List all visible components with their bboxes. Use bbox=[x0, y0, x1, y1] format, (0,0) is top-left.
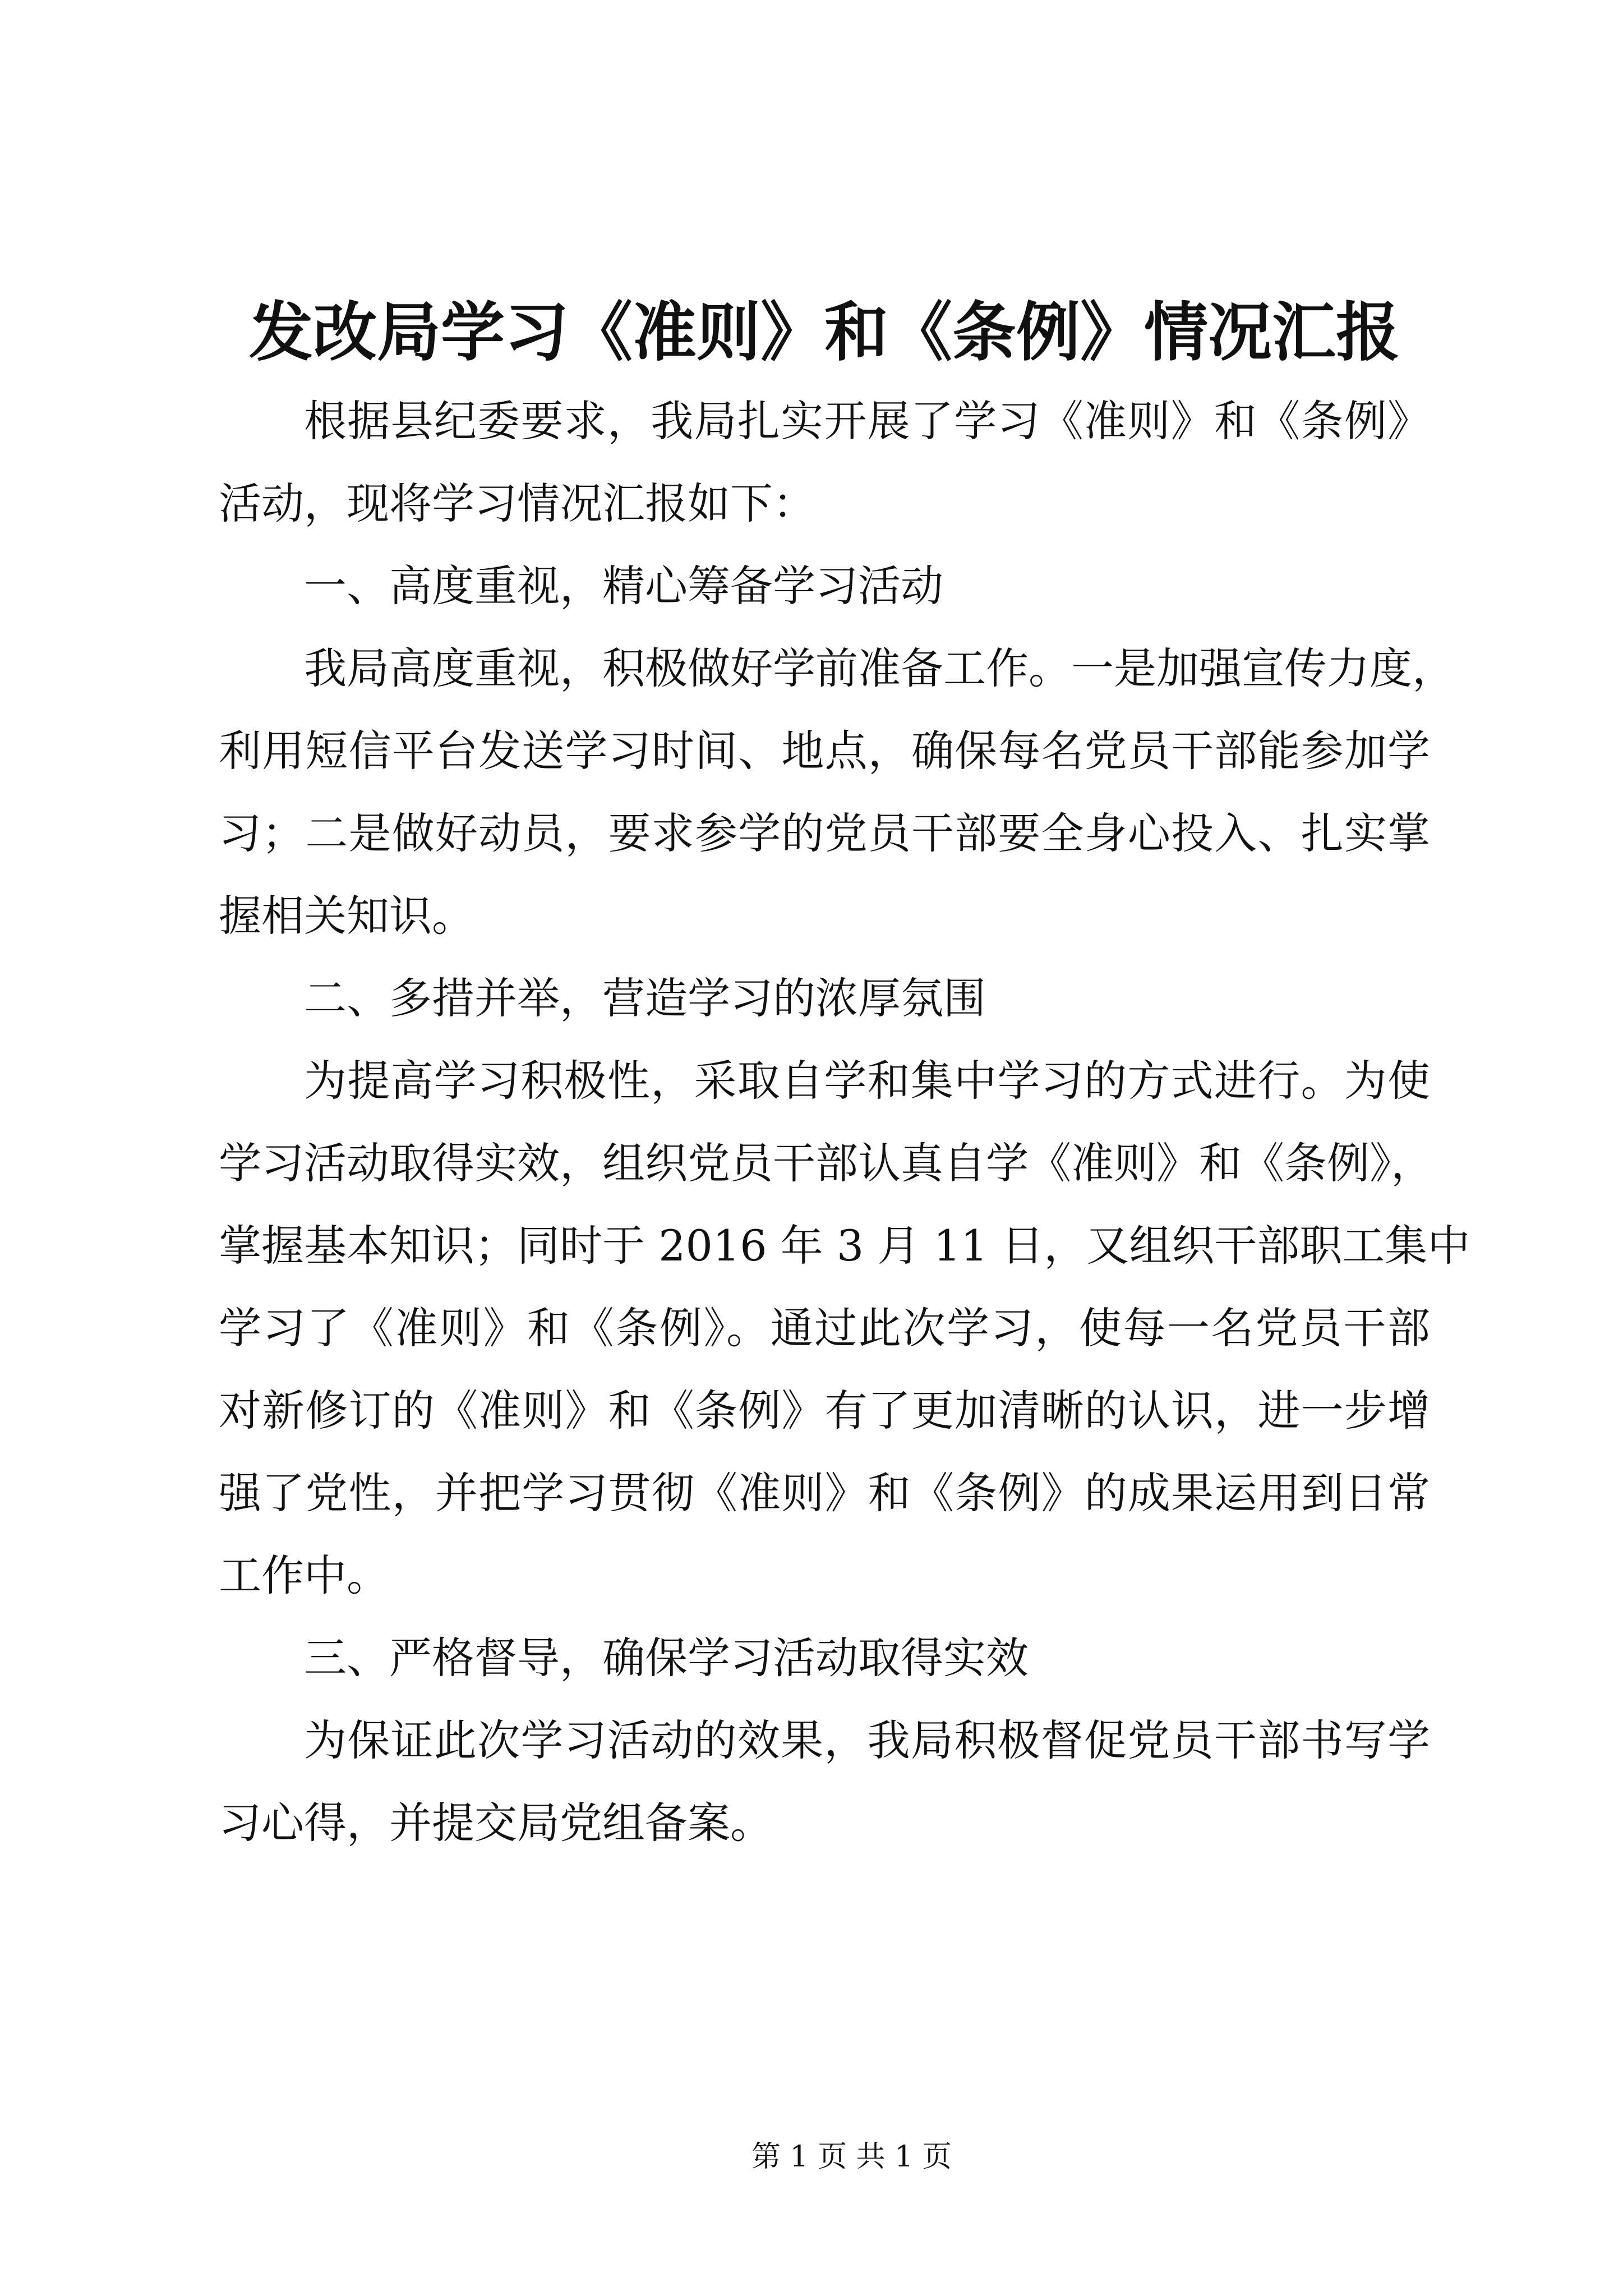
paragraph-line: 对新修订的《准则》和《条例》有了更加清晰的认识，进一步增 bbox=[219, 1386, 1430, 1435]
section-3 bbox=[219, 1617, 1430, 1864]
section-2 bbox=[219, 957, 1470, 1617]
paragraph-line: 习；二是做好动员，要求参学的党员干部要全身心投入、扎实掌 bbox=[219, 808, 1430, 858]
paragraph-line: 握相关知识。 bbox=[219, 891, 474, 941]
paragraph-line: 学习活动取得实效，组织党员干部认真自学《准则》和《条例》， bbox=[219, 1138, 1433, 1188]
paragraph-line: 我局高度重视，积极做好学前准备工作。一是加强宣传力度， bbox=[304, 643, 1455, 693]
paragraph-line: 学习了《准则》和《条例》。通过此次学习，使每一名党员干部 bbox=[219, 1303, 1430, 1353]
section-1 bbox=[219, 545, 1455, 957]
paragraph-line: 工作中。 bbox=[219, 1550, 389, 1600]
paragraph-line: 强了党性，并把学习贯彻《准则》和《条例》的成果运用到日常 bbox=[219, 1468, 1430, 1518]
section-heading: 三、严格督导，确保学习活动取得实效 bbox=[304, 1633, 1029, 1683]
paragraph-line: 根据县纪委要求，我局扎实开展了学习《准则》和《条例》 bbox=[304, 396, 1430, 446]
document-body bbox=[219, 380, 1470, 1864]
section-heading: 一、高度重视，精心筹备学习活动 bbox=[304, 561, 943, 611]
section-heading: 二、多措并举，营造学习的浓厚氛围 bbox=[304, 973, 986, 1023]
intro-paragraph bbox=[219, 380, 1430, 545]
paragraph-line: 习心得，并提交局党组备案。 bbox=[219, 1798, 773, 1848]
page-number-footer: 第 1 页 共 1 页 bbox=[751, 2140, 952, 2174]
paragraph-line: 利用短信平台发送学习时间、地点，确保每名党员干部能参加学 bbox=[219, 726, 1430, 776]
paragraph-line: 为提高学习积极性，采取自学和集中学习的方式进行。为使 bbox=[304, 1056, 1430, 1106]
paragraph-line: 活动，现将学习情况汇报如下： bbox=[219, 478, 815, 528]
document-title: 发改局学习《准则》和《条例》情况汇报 bbox=[248, 295, 1400, 370]
paragraph-line: 为保证此次学习活动的效果，我局积极督促党员干部书写学 bbox=[304, 1715, 1430, 1765]
paragraph-line: 掌握基本知识；同时于 2016 年 3 月 11 日，又组织干部职工集中 bbox=[219, 1221, 1470, 1271]
